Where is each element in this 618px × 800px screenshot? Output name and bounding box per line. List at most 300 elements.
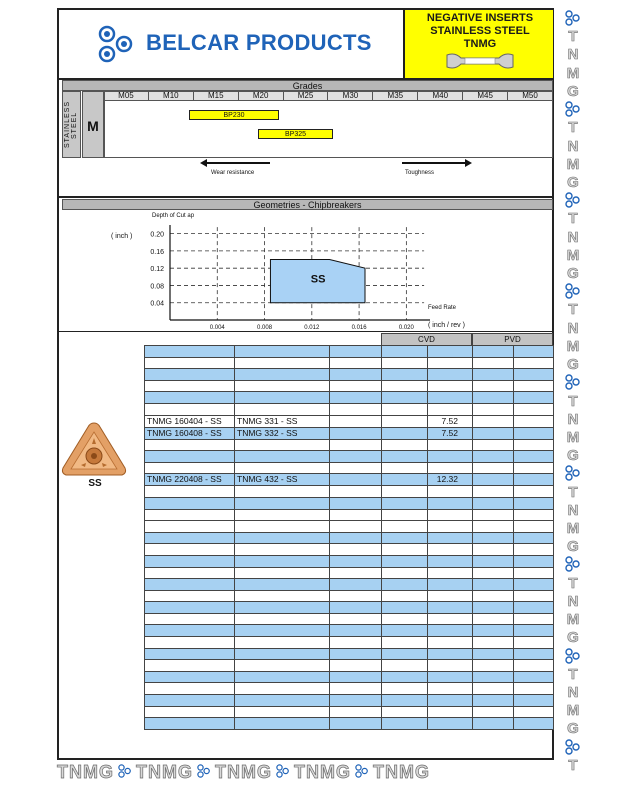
- side-strip-letter: T: [568, 392, 578, 410]
- cvd-blank-cell: [382, 718, 428, 730]
- side-strip-letter: M: [566, 428, 580, 446]
- cvd-header: CVD: [381, 333, 472, 347]
- table-row: [145, 602, 554, 614]
- cvd-blank-cell: [382, 392, 428, 404]
- side-strip-letter: G: [567, 265, 579, 282]
- blank-cell: [330, 451, 382, 463]
- iso-cell: [145, 509, 235, 521]
- cvd-blank-cell: [382, 439, 428, 451]
- material-label: STAINLESS STEEL: [64, 101, 78, 149]
- bp230-value-cell: [514, 462, 554, 474]
- bp230-value-cell: [514, 427, 554, 439]
- bp230-value-cell: [514, 718, 554, 730]
- table-row: [145, 590, 554, 602]
- bottom-strip-word: TNMG: [57, 762, 114, 782]
- chart-ytick-label: 0.16: [150, 248, 164, 256]
- blank-cell: [330, 486, 382, 498]
- belcar-dots-icon: [562, 374, 584, 394]
- cvd-blank-cell: [382, 474, 428, 486]
- ansi-cell: [235, 451, 330, 463]
- iso-cell: [145, 346, 235, 358]
- side-strip-letter: T: [568, 119, 578, 137]
- side-strip-letter: G: [567, 82, 579, 100]
- bp325-value-cell: [428, 380, 473, 392]
- bp325-value-cell: [428, 509, 473, 521]
- cvd-blank-cell: [382, 706, 428, 718]
- side-strip-letter: G: [567, 629, 579, 647]
- blank-cell: [330, 474, 382, 486]
- iso-cell: TNMG 220408 - SS: [145, 474, 235, 486]
- side-strip-letter: T: [568, 756, 578, 774]
- grade-scale-cell: M10: [149, 91, 194, 100]
- ansi-cell: [235, 660, 330, 672]
- bp230-value-cell: [514, 648, 554, 660]
- bp230-value-cell: [514, 706, 554, 718]
- grade-scale-cell: M05: [104, 91, 149, 100]
- table-row: [145, 695, 554, 707]
- bp230-value-cell: [514, 369, 554, 381]
- table-row: [145, 579, 554, 591]
- ansi-cell: [235, 532, 330, 544]
- pvd-header: PVD: [472, 333, 553, 347]
- toughness-arrow-icon: [402, 159, 472, 167]
- bp325-value-cell: [428, 602, 473, 614]
- chart-ytick-label: 0.08: [150, 283, 164, 291]
- grade-scale-cell: M30: [329, 91, 374, 100]
- pvd-blank-cell: [473, 392, 514, 404]
- chart-xtick-label: 0.008: [257, 325, 273, 331]
- material-code-cell: [82, 91, 104, 158]
- cvd-blank-cell: [382, 602, 428, 614]
- pvd-blank-cell: [473, 451, 514, 463]
- side-strip-letter: M: [566, 520, 580, 537]
- cvd-blank-cell: [382, 590, 428, 602]
- chart-ylabel: Depth of Cut ap: [152, 213, 195, 219]
- pvd-blank-cell: [473, 403, 514, 415]
- bp325-value-cell: [428, 544, 473, 556]
- blank-cell: [330, 579, 382, 591]
- pvd-blank-cell: [473, 637, 514, 649]
- pvd-blank-cell: [473, 474, 514, 486]
- bp325-value-cell: [428, 718, 473, 730]
- bp325-value-cell: [428, 613, 473, 625]
- bp230-value-cell: [514, 509, 554, 521]
- cvd-blank-cell: [382, 509, 428, 521]
- blank-cell: [330, 415, 382, 427]
- table-row: [145, 509, 554, 521]
- side-strip-letter: T: [568, 210, 578, 228]
- table-row: [145, 474, 554, 486]
- table-row: [145, 497, 554, 509]
- table-row: [145, 660, 554, 672]
- iso-cell: [145, 392, 235, 404]
- chart-xunit: ( inch / rev ): [428, 322, 465, 329]
- cvd-blank-cell: [382, 415, 428, 427]
- iso-cell: [145, 625, 235, 637]
- cvd-blank-cell: [382, 579, 428, 591]
- chart-xtick-label: 0.020: [398, 325, 414, 331]
- table-row: [145, 683, 554, 695]
- side-strip-letter: G: [567, 447, 579, 465]
- cvd-blank-cell: [382, 369, 428, 381]
- table-row: [145, 555, 554, 567]
- blank-cell: [330, 427, 382, 439]
- pvd-blank-cell: [473, 357, 514, 369]
- side-strip-letter: G: [567, 173, 579, 191]
- bp230-value-cell: [514, 590, 554, 602]
- ansi-cell: [235, 695, 330, 707]
- side-strip-letter: N: [567, 410, 579, 428]
- ansi-cell: [235, 369, 330, 381]
- iso-cell: [145, 567, 235, 579]
- iso-cell: [145, 380, 235, 392]
- blank-cell: [330, 718, 382, 730]
- iso-cell: [145, 403, 235, 415]
- ansi-cell: [235, 637, 330, 649]
- side-strip-letter: N: [567, 501, 579, 519]
- iso-cell: [145, 671, 235, 683]
- iso-cell: [145, 532, 235, 544]
- belcar-dots-icon: [562, 739, 584, 759]
- bp230-value-cell: [514, 403, 554, 415]
- ansi-cell: [235, 521, 330, 533]
- geometries-section-title: Geometries - Chipbreakers: [62, 199, 553, 210]
- bp325-value-cell: [428, 369, 473, 381]
- table-row: [145, 718, 554, 730]
- pvd-blank-cell: [473, 369, 514, 381]
- belcar-dots-icon: [562, 101, 584, 121]
- iso-cell: [145, 613, 235, 625]
- belcar-dots-icon: [562, 465, 584, 485]
- bp230-value-cell: [514, 486, 554, 498]
- iso-cell: [145, 579, 235, 591]
- pvd-blank-cell: [473, 602, 514, 614]
- bp325-value-cell: [428, 695, 473, 707]
- iso-cell: [145, 451, 235, 463]
- ansi-cell: [235, 555, 330, 567]
- grade-scale-cell: M45: [463, 91, 508, 100]
- grade-scale-cell: M50: [508, 91, 553, 100]
- cvd-blank-cell: [382, 486, 428, 498]
- grade-bar-bp325: BP325: [258, 129, 333, 139]
- bp230-value-cell: [514, 357, 554, 369]
- insert-side-view-icon: [445, 52, 515, 70]
- title-line-2: STAINLESS STEEL: [430, 25, 530, 37]
- cvd-blank-cell: [382, 532, 428, 544]
- blank-cell: [330, 613, 382, 625]
- title-box: [403, 10, 553, 78]
- bp325-value-cell: [428, 403, 473, 415]
- chart-ytick-label: 0.12: [150, 266, 164, 274]
- table-row: [145, 357, 554, 369]
- cvd-blank-cell: [382, 521, 428, 533]
- pvd-blank-cell: [473, 625, 514, 637]
- ansi-cell: [235, 590, 330, 602]
- cvd-blank-cell: [382, 403, 428, 415]
- bp325-value-cell: [428, 671, 473, 683]
- bp325-value-cell: [428, 486, 473, 498]
- pvd-blank-cell: [473, 695, 514, 707]
- belcar-dots-icon: [562, 10, 584, 30]
- bottom-strip-word: TNMG: [294, 762, 351, 782]
- ansi-cell: [235, 671, 330, 683]
- bp325-value-cell: [428, 625, 473, 637]
- pvd-blank-cell: [473, 427, 514, 439]
- ansi-cell: [235, 706, 330, 718]
- bp230-value-cell: [514, 544, 554, 556]
- pvd-blank-cell: [473, 590, 514, 602]
- cvd-blank-cell: [382, 660, 428, 672]
- bp325-value-cell: [428, 439, 473, 451]
- iso-cell: [145, 521, 235, 533]
- iso-cell: [145, 439, 235, 451]
- bp325-value-cell: 12.32: [428, 474, 473, 486]
- grade-scale-cell: M15: [194, 91, 239, 100]
- pvd-blank-cell: [473, 462, 514, 474]
- ansi-cell: [235, 602, 330, 614]
- grade-scale-cell: M35: [373, 91, 418, 100]
- bp230-value-cell: [514, 555, 554, 567]
- iso-cell: [145, 706, 235, 718]
- title-line-3: TNMG: [463, 38, 497, 50]
- cvd-blank-cell: [382, 544, 428, 556]
- side-strip-letter: M: [566, 702, 580, 720]
- side-strip-letter: N: [567, 228, 579, 246]
- bottom-strip-word: TNMG: [215, 762, 272, 782]
- chart-ytick-label: 0.04: [150, 300, 164, 308]
- pvd-blank-cell: [473, 718, 514, 730]
- belcar-dots-logo-icon: [97, 24, 143, 66]
- table-row: [145, 637, 554, 649]
- table-row: [145, 439, 554, 451]
- blank-cell: [330, 392, 382, 404]
- table-row: [145, 346, 554, 358]
- iso-cell: [145, 695, 235, 707]
- bp230-value-cell: [514, 683, 554, 695]
- chart-xlabel: Feed Rate: [428, 305, 457, 311]
- ansi-cell: [235, 544, 330, 556]
- side-strip-letter: T: [568, 301, 578, 319]
- table-row: [145, 625, 554, 637]
- iso-cell: [145, 555, 235, 567]
- brand-name: BELCAR PRODUCTS: [146, 30, 372, 55]
- bp230-value-cell: [514, 415, 554, 427]
- table-row: [145, 648, 554, 660]
- belcar-dots-icon: [562, 648, 584, 668]
- table-row: [145, 706, 554, 718]
- side-strip-letter: T: [568, 28, 578, 46]
- bp230-value-cell: [514, 579, 554, 591]
- section-divider: [59, 196, 554, 198]
- side-strip-letter: N: [567, 592, 579, 610]
- pvd-blank-cell: [473, 544, 514, 556]
- cvd-blank-cell: [382, 625, 428, 637]
- pvd-blank-cell: [473, 567, 514, 579]
- chart-yunit: ( inch ): [111, 233, 133, 240]
- blank-cell: [330, 660, 382, 672]
- ansi-cell: [235, 462, 330, 474]
- bp230-value-cell: [514, 602, 554, 614]
- table-row: [145, 671, 554, 683]
- divider-line: [59, 331, 554, 332]
- blank-cell: [330, 671, 382, 683]
- cvd-blank-cell: [382, 567, 428, 579]
- belcar-dots-icon: [117, 761, 133, 783]
- blank-cell: [330, 625, 382, 637]
- blank-cell: [330, 637, 382, 649]
- blank-cell: [330, 567, 382, 579]
- iso-cell: [145, 369, 235, 381]
- ansi-cell: [235, 718, 330, 730]
- pvd-blank-cell: [473, 579, 514, 591]
- cvd-blank-cell: [382, 683, 428, 695]
- bp325-value-cell: [428, 357, 473, 369]
- bp325-value-cell: [428, 392, 473, 404]
- bp230-value-cell: [514, 474, 554, 486]
- bp325-value-cell: [428, 346, 473, 358]
- side-strip-letter: T: [568, 665, 578, 683]
- bp325-value-cell: [428, 567, 473, 579]
- bp325-value-cell: [428, 462, 473, 474]
- table-row: [145, 380, 554, 392]
- triangle-insert-icon: [59, 420, 129, 478]
- ansi-cell: [235, 392, 330, 404]
- iso-cell: [145, 718, 235, 730]
- grade-scale-cell: M40: [418, 91, 463, 100]
- pvd-blank-cell: [473, 439, 514, 451]
- blank-cell: [330, 555, 382, 567]
- table-row: [145, 486, 554, 498]
- table-row: [145, 369, 554, 381]
- toughness-label: Toughness: [405, 170, 435, 176]
- bp325-value-cell: [428, 648, 473, 660]
- cvd-blank-cell: [382, 346, 428, 358]
- pvd-blank-cell: [473, 555, 514, 567]
- bp230-value-cell: [514, 497, 554, 509]
- iso-cell: TNMG 160404 - SS: [145, 415, 235, 427]
- bp230-value-cell: [514, 532, 554, 544]
- table-row: [145, 451, 554, 463]
- belcar-dots-icon: [275, 761, 291, 783]
- grade-scale-cell: M25: [284, 91, 329, 100]
- blank-cell: [330, 403, 382, 415]
- bp230-value-cell: [514, 613, 554, 625]
- cvd-blank-cell: [382, 451, 428, 463]
- belcar-dots-icon: [562, 556, 584, 576]
- pvd-blank-cell: [473, 613, 514, 625]
- side-decoration-strip: [562, 10, 584, 775]
- iso-cell: [145, 544, 235, 556]
- chipbreaker-chart: [140, 220, 440, 335]
- bp230-value-cell: [514, 521, 554, 533]
- table-row: [145, 415, 554, 427]
- ansi-cell: [235, 346, 330, 358]
- blank-cell: [330, 590, 382, 602]
- ansi-cell: [235, 683, 330, 695]
- bp230-value-cell: [514, 637, 554, 649]
- bottom-decoration-strip: [57, 761, 557, 783]
- side-strip-letter: M: [566, 246, 580, 264]
- side-strip-letter: N: [567, 46, 579, 64]
- bp230-value-cell: [514, 392, 554, 404]
- blank-cell: [330, 439, 382, 451]
- iso-cell: [145, 486, 235, 498]
- blank-cell: [330, 544, 382, 556]
- belcar-dots-icon: [354, 761, 370, 783]
- bp325-value-cell: [428, 590, 473, 602]
- product-table: [144, 345, 554, 730]
- side-strip-letter: M: [566, 64, 580, 82]
- side-strip-letter: G: [567, 356, 579, 374]
- bp325-value-cell: [428, 451, 473, 463]
- ansi-cell: TNMG 331 - SS: [235, 415, 330, 427]
- pvd-blank-cell: [473, 521, 514, 533]
- blank-cell: [330, 683, 382, 695]
- iso-cell: [145, 462, 235, 474]
- pvd-blank-cell: [473, 486, 514, 498]
- cvd-blank-cell: [382, 695, 428, 707]
- table-row: [145, 567, 554, 579]
- chart-xtick-label: 0.016: [351, 325, 367, 331]
- belcar-dots-icon: [562, 283, 584, 303]
- bp230-value-cell: [514, 660, 554, 672]
- bp325-value-cell: [428, 660, 473, 672]
- ansi-cell: [235, 357, 330, 369]
- belcar-dots-icon: [562, 192, 584, 212]
- grades-chart: [104, 101, 553, 158]
- blank-cell: [330, 497, 382, 509]
- bp230-value-cell: [514, 451, 554, 463]
- chart-ytick-label: 0.20: [150, 231, 164, 239]
- cvd-blank-cell: [382, 637, 428, 649]
- bp230-value-cell: [514, 380, 554, 392]
- ansi-cell: [235, 579, 330, 591]
- iso-cell: [145, 648, 235, 660]
- blank-cell: [330, 509, 382, 521]
- pvd-blank-cell: [473, 509, 514, 521]
- pvd-blank-cell: [473, 660, 514, 672]
- ansi-cell: [235, 613, 330, 625]
- cvd-blank-cell: [382, 380, 428, 392]
- blank-cell: [330, 706, 382, 718]
- blank-cell: [330, 357, 382, 369]
- table-row: [145, 392, 554, 404]
- pvd-blank-cell: [473, 532, 514, 544]
- side-strip-letter: T: [568, 483, 578, 501]
- cvd-blank-cell: [382, 648, 428, 660]
- chart-xtick-label: 0.004: [209, 325, 225, 331]
- bottom-strip-word: TNMG: [373, 762, 430, 782]
- table-row: [145, 613, 554, 625]
- bp230-value-cell: [514, 671, 554, 683]
- cvd-blank-cell: [382, 555, 428, 567]
- cvd-blank-cell: [382, 613, 428, 625]
- bp325-value-cell: [428, 555, 473, 567]
- iso-cell: TNMG 160408 - SS: [145, 427, 235, 439]
- chart-region-label: SS: [310, 273, 326, 286]
- bp230-value-cell: [514, 625, 554, 637]
- ansi-cell: [235, 403, 330, 415]
- pvd-blank-cell: [473, 706, 514, 718]
- blank-cell: [330, 695, 382, 707]
- cvd-blank-cell: [382, 427, 428, 439]
- bp325-value-cell: 7.52: [428, 427, 473, 439]
- pvd-blank-cell: [473, 671, 514, 683]
- bp325-value-cell: [428, 497, 473, 509]
- table-row: [145, 403, 554, 415]
- pvd-blank-cell: [473, 683, 514, 695]
- blank-cell: [330, 369, 382, 381]
